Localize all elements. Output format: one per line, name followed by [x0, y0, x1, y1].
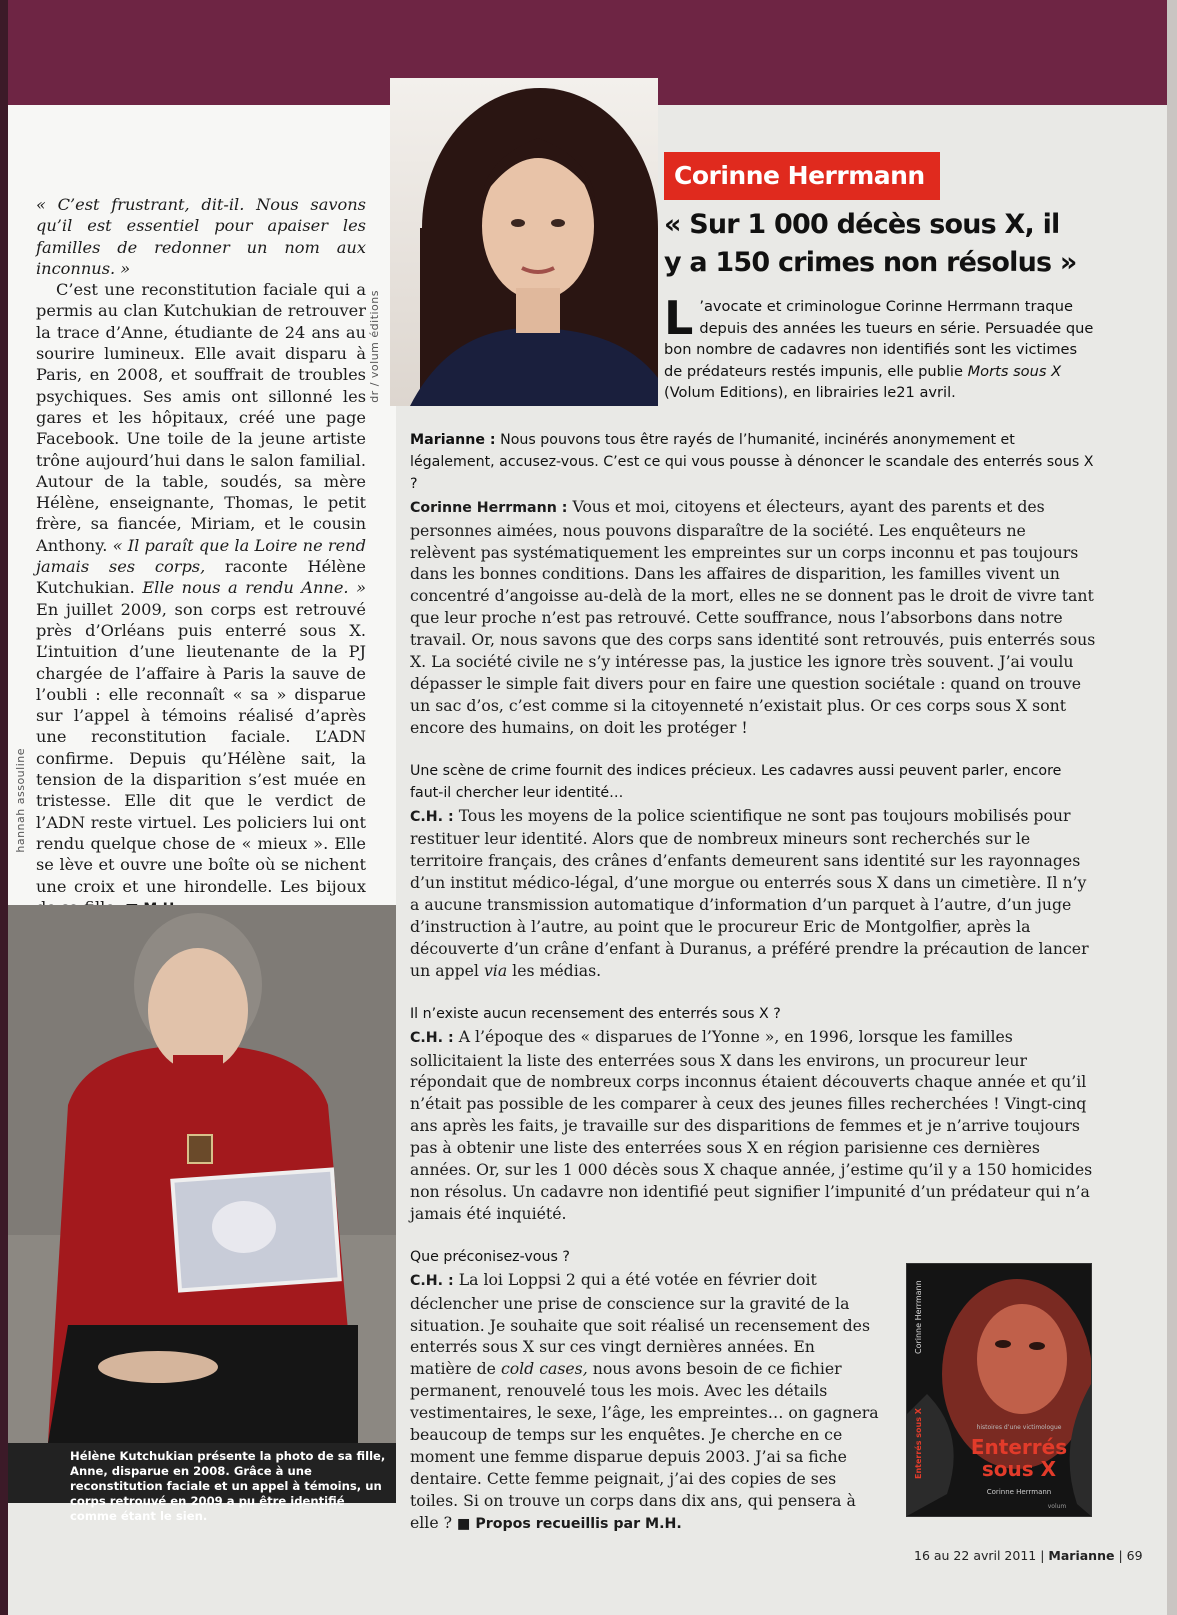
book-subtitle: histoires d’une victimologue [976, 1424, 1062, 1431]
paragraph-text: C’est une reconstitution faciale qui a permis au clan Kutchukian de retrouver la trace d’Anne, étudiante de 24 ans au sourire lumineux. Elle avait disparu à Paris, en 2008, et souffrait de troubles psychiques. Ses amis ont sillonné les gares et les hôpitaux, créé une page Facebook. Une toile de la jeune artiste trône aujourd’hui dans le salon familial. Autour de la table, soudés, sa mère Hélène, enseignante, Thomas, le petit frère, sa fiancée, Miriam, et le cousin Anthony. [36, 280, 366, 555]
quote-text: « C’est frustrant, dit-il. Nous savons qu’il est essentiel pour apaiser les familles de redonner un nom aux inconnus. » [36, 195, 366, 278]
answer-text: Vous et moi, citoyens et électeurs, ayant des parents et des personnes aimées, nous pouvons disparaître de la société. Les enquêteurs ne relèvent pas systématiquement les empreintes sur un corps inconnu et pas toujours dans les bonnes conditions. Dans les affaires de disparition, les familles vivent un concentré d’angoisse au-delà de la mort, elles ne se donnent pas le droit de vivre tant que leur proche n’est pas retrouvé. Cette souffrance, nous l’absorbons dans notre travail. Or, nous savons que des corps sans identité sont retrouvés, puis enterrés sous X. La société civile ne s’y intéresse pas, la justice les ignore très souvent. J’ai voulu dépasser le simple fait divers pour en faire une question sociétale : quand on trouve un sac d’os, c’est comme si la citoyenneté n’existait plus. Or ces corps sous X sont encore des humains, on doit les protéger ! [410, 496, 1096, 737]
question-text: Une scène de crime fournit des indices précieux. Les cadavres aussi peuvent parler, encore faut-il chercher leur identité… [410, 762, 1062, 801]
answer-italic: via [483, 960, 508, 980]
photo-helene-kutchukian [8, 905, 396, 1443]
paragraph-text: En juillet 2009, son corps est retrouvé près d’Orléans puis enterré sous X. L’intuition d’une lieutenante de la PJ chargée de l’affaire à Paris la sauve de l’oubli : elle reconnaît « sa » disparue sur l’appel à témoins réalisé d’après une reconstitution faciale. L’ADN confirme. Depuis qu’Hélène sait, la tension de la disparition s’est muée en tristesse. Elle dit que le verdict de l’ADN reste virtuel. Les policiers lui ont rendu quelque chose de « mieux ». Elle se lève et ouvre une boîte où se nichent une croix et une hirondelle. Les bijoux [36, 599, 366, 896]
question-text: Nous pouvons tous être rayés de l’humanité, incinérés anonymement et légalement, accusez-vous. C’est ce qui vous pousse à dénoncer le scandale des enterrés sous X ? [410, 432, 1094, 492]
left-article-text [36, 194, 366, 920]
question-text: Il n’existe aucun recensement des enterrés sous X ? [410, 1005, 781, 1022]
photo-credit-mother: hannah assouline [14, 748, 27, 853]
speaker-label: C.H. : [410, 1029, 454, 1046]
book-cover-art [907, 1264, 1091, 1516]
drop-cap: L [664, 291, 694, 345]
speaker-label: Marianne : [410, 432, 496, 448]
interview-headline: « Sur 1 000 décès sous X, il y a 150 crimes non résolus » [664, 209, 1077, 278]
mother-illustration [8, 905, 396, 1443]
paragraph-text: raconte Hélène Kutchukian. [36, 557, 366, 598]
book-cover [906, 1263, 1092, 1517]
book-publisher: volum [1047, 1503, 1067, 1510]
answer-text: La loi Loppsi 2 qui a été votée en février doit déclencher une prise de conscience sur la gravité de la situation. Je souhaite que soit réalisé un recensement des enterrés sous X sur ces vingt dernières années. En matière de [410, 1269, 871, 1379]
book-spine-author: Corinne Herrmann [914, 1280, 923, 1354]
page-folio: 16 au 22 avril 2011 | Marianne | 69 [914, 1548, 1143, 1563]
intro-text: (Volum Editions), en librairies le21 avril. [664, 384, 956, 402]
book-spine-title: Enterrés sous X [914, 1408, 923, 1479]
question-text: Que préconisez-vous ? [410, 1248, 570, 1265]
intro-text: ’avocate et criminologue Corinne Herrmann traque depuis des années les tueurs en série. Persuadée que bon nombre de cadavres non identifiés sont les victimes de prédateurs restés impunis, elle publie [664, 298, 1094, 380]
answer-text: Tous les moyens de la police scientifique ne sont pas toujours mobilisés pour restituer leur identité. Alors que de nombreux mineurs sont recherchés sur le territoire français, des crânes d’enfants demeurent sans identité sur les rayonnages d’un institut médico-légal, d’une morgue ou enterrés sous X dans un cimetière. Il n’y a aucune transmission automatique d’information d’un parquet à l’autre, d’un juge d’instruction à l’autre, au point que le procureur Eric de Montgolfier, après la découverte d’un crâne d’enfant à Duranus, a préféré prendre la précaution de lancer un appel [410, 805, 1089, 980]
photo-caption: Hélène Kutchukian présente la photo de sa fille, Anne, disparue en 2008. Grâce à une reconstitution faciale et un appel à témoins, un corps retrouvé en 2009 a pu être identifié comme étant le sien. [8, 1443, 396, 1503]
interview-intro [664, 291, 1094, 404]
answer-italic: cold cases, [500, 1359, 588, 1379]
page-edge [1167, 0, 1177, 1615]
portrait-illustration [390, 78, 658, 406]
speaker-label: C.H. : [410, 1272, 454, 1289]
answer-text: nous avons besoin de ce fichier permanent, renouvelé tous les mois. Avec les détails vestimentaires, le sexe, l’âge, les empreintes… on gagnera beaucoup de temps sur les enquêtes. Je cherche en ce moment une femme disparue depuis 2003. J’ai sa fiche dentaire. Cette femme peignait, j’ai des copies de ses toiles. Si on trouve un corps dans dix ans, qui pensera à elle ? [410, 1359, 879, 1532]
book-title-ref: Morts sous X [967, 362, 1062, 380]
issue-date: 16 au 22 avril 2011 [914, 1548, 1037, 1563]
quote-text: « Il paraît que la Loire ne rend jamais ses corps, [36, 535, 367, 577]
quote-text: Elle nous a rendu Anne. » [142, 578, 366, 598]
answer-text: les médias. [512, 960, 602, 980]
magazine-name: Marianne [1048, 1548, 1115, 1563]
answer-text: A l’époque des « disparues de l’Yonne », en 1996, lorsque les familles sollicitaient la liste des enterrées sous X dans les environs, un procureur leur répondait que de nombreux corps inconnus étaient découverts chaque année et qu’il n’était pas possible de les comparer à ceux des jeunes filles recherchées ! Vingt-cinq ans après les faits, je travaille sur des disparitions de femmes et je n’arrive toujours pas à obtenir une liste des enterrées sous X en région parisienne ces dernières années. Or, sur les 1 000 décès sous X chaque année, j’estime qu’il y a 150 homicides non résolus. Un cadavre non identifié peut signifier l’impunité d’un prédateur qui n’a jamais été inquiété. [410, 1026, 1093, 1223]
interviewee-name-banner: Corinne Herrmann [664, 152, 940, 200]
page-number: 69 [1126, 1548, 1143, 1563]
book-title-line1: Enterrés [970, 1435, 1068, 1459]
interview-credit: ■ Propos recueillis par M.H. [457, 1515, 682, 1532]
speaker-label: Corinne Herrmann : [410, 499, 568, 516]
book-author: Corinne Herrmann [986, 1488, 1052, 1496]
page-spine [0, 0, 8, 1615]
portrait-photo-corinne-herrmann [390, 78, 658, 406]
photo-credit-portrait: dr / volum éditions [368, 290, 381, 403]
book-title-line2: sous X [981, 1457, 1057, 1481]
speaker-label: C.H. : [410, 808, 454, 825]
